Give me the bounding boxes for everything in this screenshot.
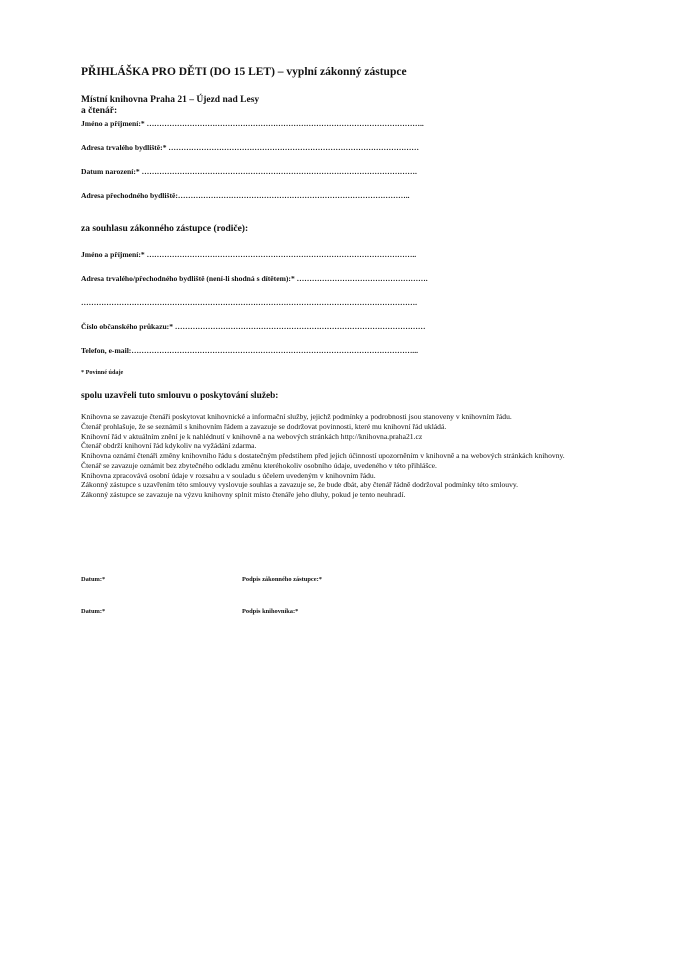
- librarian-date-field[interactable]: Datum:*: [81, 608, 106, 615]
- guardian-name-field[interactable]: Jméno a příjmení:* ……………………………………………………………………………………………..: [81, 250, 417, 259]
- reader-name-field[interactable]: Jméno a příjmení:* ………………………………………………………………………………………………..: [81, 119, 424, 128]
- agreement-heading: spolu uzavřeli tuto smlouvu o poskytování služeb:: [81, 391, 279, 401]
- term-paragraph: Čtenář prohlašuje, že se seznámil s knihovním řádem a zavazuje se dodržovat povinnosti, které mu knihovní řád ukládá.: [81, 421, 447, 431]
- librarian-signature-field[interactable]: Podpis knihovníka:*: [242, 608, 299, 615]
- terms-text: [81, 412, 603, 500]
- required-fields-note: * Povinné údaje: [81, 369, 124, 376]
- term-paragraph: Knihovna se zavazuje čtenáři poskytovat knihovnické a informační služby, jejichž podmínky a podrobnosti jsou stanoveny v knihovním řádu.: [81, 412, 512, 421]
- library-name: Místní knihovna Praha 21 – Újezd nad Lesy: [81, 95, 260, 105]
- guardian-heading: za souhlasu zákonného zástupce (rodiče):: [81, 224, 249, 234]
- guardian-id-card-field[interactable]: Číslo občanského průkazu:* ………………………………………………………………………………………: [81, 322, 426, 331]
- reader-birth-date-field[interactable]: Datum narození:* ……………………………………………………………………………………………….: [81, 167, 417, 176]
- term-paragraph: Zákonný zástupce s uzavřením této smlouvy vyslovuje souhlas a zavazuje se, že bude dbát, aby čtenář řádně dodržoval podmínky této smlouvy.: [81, 480, 519, 490]
- guardian-address-continuation-field[interactable]: …………………………………………………………………………………………………………………….: [81, 298, 418, 307]
- guardian-signature-field[interactable]: Podpis zákonného zástupce:*: [242, 576, 322, 583]
- form-title: PŘIHLÁŠKA PRO DĚTI (DO 15 LET) – vyplní zákonný zástupce: [81, 66, 407, 78]
- term-paragraph: Knihovna zpracovává osobní údaje v rozsahu a v souladu s účelem uvedeným v knihovním řádu.: [81, 470, 376, 480]
- guardian-contact-field[interactable]: Telefon, e-mail:…………………………………………………………………………………………………...: [81, 346, 418, 355]
- term-paragraph: Čtenář se zavazuje oznámit bez zbytečného odkladu změnu kteréhokoliv osobního údaje, uvedeného v této přihlášce.: [81, 460, 437, 470]
- reader-permanent-address-field[interactable]: Adresa trvalého bydliště:* ………………………………………………………………………………………: [81, 143, 419, 152]
- reader-label: a čtenář:: [81, 106, 118, 116]
- term-paragraph: Knihovní řád v aktuálním znění je k nahlédnutí v knihovně a na webových stránkách http://knihovna.praha21.cz: [81, 431, 423, 441]
- guardian-address-field[interactable]: Adresa trvalého/přechodného bydliště (není-li shodná s dítětem):* …………………………………………….: [81, 274, 428, 283]
- reader-temporary-address-field[interactable]: Adresa přechodného bydliště:………………………………………………………………………………..: [81, 191, 410, 200]
- term-paragraph: Knihovna oznámí čtenáři změny knihovního řádu s dostatečným předstihem před jejich účinností upozorněním v knihovně a na webových stránkách knihovny.: [81, 451, 565, 460]
- guardian-date-field[interactable]: Datum:*: [81, 576, 106, 583]
- term-paragraph: Zákonný zástupce se zavazuje na výzvu knihovny splnit místo čtenáře jeho dluhy, pokud je tento neuhradí.: [81, 490, 406, 499]
- term-paragraph: Čtenář obdrží knihovní řád kdykoliv na vyžádání zdarma.: [81, 441, 257, 451]
